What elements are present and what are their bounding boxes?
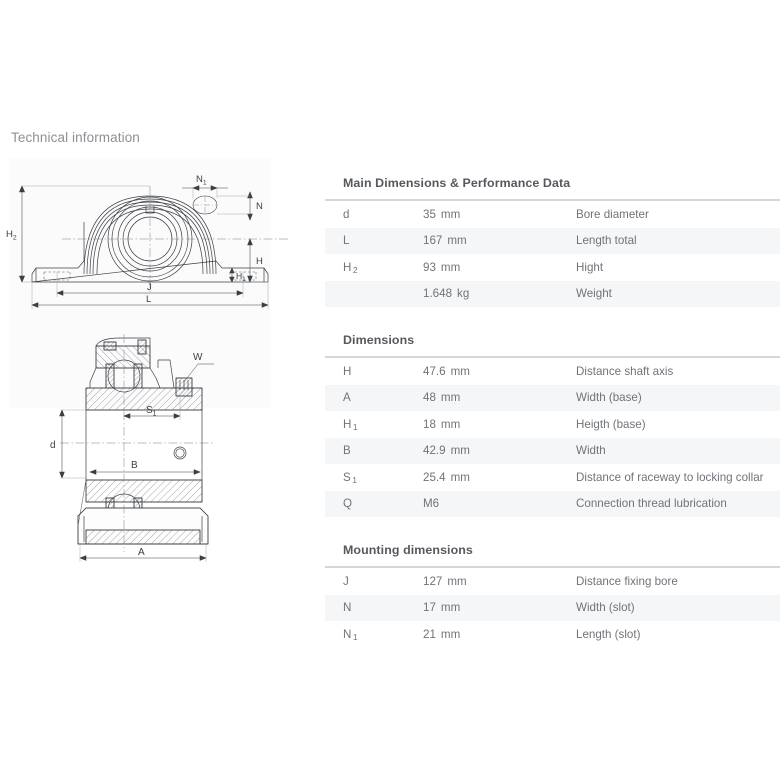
row-value <box>423 628 576 641</box>
row-symbol <box>325 261 423 274</box>
row-value-unit: mm <box>450 444 470 458</box>
dimension-label-N1: $N_1$ <box>196 174 207 187</box>
row-symbol <box>325 391 423 404</box>
row-symbol-letter: A <box>343 391 351 405</box>
row-value <box>423 208 576 221</box>
row-description: Connection thread lubrication <box>576 497 727 511</box>
dimension-label-d: d <box>50 440 56 451</box>
table-row <box>325 621 780 648</box>
dimension-label-H: H <box>256 256 263 267</box>
row-symbol-letter: S <box>343 470 351 484</box>
row-symbol-subscript: 1 <box>352 475 358 486</box>
table-row <box>325 491 780 518</box>
row-symbol <box>325 208 423 221</box>
row-symbol <box>325 418 423 431</box>
row-description: Distance fixing bore <box>576 574 678 588</box>
spec-section-mounting-dimensions <box>325 533 780 648</box>
table-row <box>325 228 780 255</box>
table-row <box>325 411 780 438</box>
row-value-number: 93 <box>423 260 436 274</box>
table-row <box>325 568 780 595</box>
row-value-unit: mm <box>440 601 461 615</box>
row-value-number: 167 <box>423 234 443 248</box>
row-symbol-letter: J <box>343 574 349 588</box>
row-symbol-letter: B <box>343 444 351 458</box>
spec-section-main-dimensions <box>325 166 780 307</box>
row-value-unit: mm <box>440 207 461 221</box>
row-value-unit: mm <box>440 260 461 274</box>
table-row <box>325 281 780 308</box>
row-value-number: 21 <box>423 627 436 641</box>
row-symbol-subscript: 1 <box>352 632 358 643</box>
row-symbol <box>325 444 423 457</box>
section-title: Dimensions <box>343 333 415 347</box>
row-description: Width (slot) <box>576 601 635 615</box>
row-value-number: 48 <box>423 391 436 405</box>
section-title: Main Dimensions & Performance Data <box>343 176 571 190</box>
spec-section-dimensions <box>325 323 780 517</box>
table-row <box>325 254 780 281</box>
row-description: Width (base) <box>576 391 642 405</box>
pillow-block-section-view-drawing <box>0 320 300 570</box>
row-value-number: 35 <box>423 207 436 221</box>
row-value <box>423 287 576 300</box>
table-row <box>325 358 780 385</box>
row-symbol-subscript: 1 <box>352 422 358 433</box>
row-value-number: 1.648 <box>423 287 453 301</box>
row-value-number: 47.6 <box>423 364 446 378</box>
row-value <box>423 418 576 431</box>
row-symbol-letter: d <box>343 207 350 221</box>
table-row <box>325 438 780 465</box>
row-symbol <box>325 575 423 588</box>
row-value-number: 127 <box>423 574 443 588</box>
row-symbol <box>325 628 423 641</box>
table-row <box>325 385 780 412</box>
row-value <box>423 261 576 274</box>
row-value <box>423 391 576 404</box>
pillow-block-front-elevation-drawing <box>0 162 300 312</box>
row-symbol <box>325 365 423 378</box>
row-description: Weight <box>576 287 612 301</box>
row-description: Length total <box>576 234 637 248</box>
row-symbol-letter: H <box>343 260 352 274</box>
row-value <box>423 497 576 510</box>
section-title: Mounting dimensions <box>343 543 473 557</box>
row-value-unit: mm <box>440 391 461 405</box>
row-symbol-letter: N <box>343 627 352 641</box>
row-symbol <box>325 471 423 484</box>
row-symbol-letter: L <box>343 234 350 248</box>
row-symbol-subscript: 2 <box>352 265 358 276</box>
row-symbol <box>325 497 423 510</box>
row-symbol <box>325 234 423 247</box>
dimension-label-S1: $S_1$ <box>146 405 157 418</box>
table-row <box>325 201 780 228</box>
dimension-label-L: L <box>146 294 152 305</box>
dimension-label-H1: $H_1$ <box>236 271 246 283</box>
page-title: Technical information <box>11 130 140 145</box>
row-value <box>423 365 576 378</box>
row-description: Distance of raceway to locking collar <box>576 470 764 484</box>
row-description: Heigth (base) <box>576 417 646 431</box>
row-value <box>423 444 576 457</box>
row-value-unit: mm <box>440 627 461 641</box>
specification-table <box>325 166 780 648</box>
row-symbol-letter: Q <box>343 497 353 511</box>
row-value-unit: mm <box>447 234 467 248</box>
row-value-unit: mm <box>450 364 470 378</box>
section-spacer <box>325 307 780 323</box>
row-description: Bore diameter <box>576 207 649 221</box>
section-spacer <box>325 517 780 533</box>
row-value <box>423 601 576 614</box>
row-value <box>423 471 576 484</box>
row-value-number: 25.4 <box>423 470 446 484</box>
row-description: Width <box>576 444 606 458</box>
row-value-number: 42.9 <box>423 444 446 458</box>
row-value <box>423 234 576 247</box>
row-value-unit: mm <box>440 417 461 431</box>
row-value-number: M6 <box>423 497 440 511</box>
row-symbol-letter: H <box>343 417 352 431</box>
row-symbol-letter: H <box>343 364 352 378</box>
technical-drawings-panel <box>0 162 300 572</box>
row-value-unit: kg <box>457 287 470 301</box>
table-row <box>325 595 780 622</box>
row-description: Distance shaft axis <box>576 364 674 378</box>
dimension-label-B: B <box>131 460 138 471</box>
row-description: Length (slot) <box>576 627 641 641</box>
dimension-label-J: J <box>147 282 152 293</box>
row-symbol <box>325 601 423 614</box>
row-value-unit: mm <box>447 574 467 588</box>
dimension-label-H2: $H_2$ <box>6 229 17 242</box>
table-row <box>325 464 780 491</box>
row-description: Hight <box>576 260 604 274</box>
row-value <box>423 575 576 588</box>
dimension-label-A: A <box>138 547 145 558</box>
dimension-label-W: W <box>193 352 203 363</box>
row-value-unit: mm <box>450 470 470 484</box>
row-symbol-letter: N <box>343 601 352 615</box>
row-value-number: 17 <box>423 601 436 615</box>
dimension-label-N: N <box>256 201 263 212</box>
row-value-number: 18 <box>423 417 436 431</box>
